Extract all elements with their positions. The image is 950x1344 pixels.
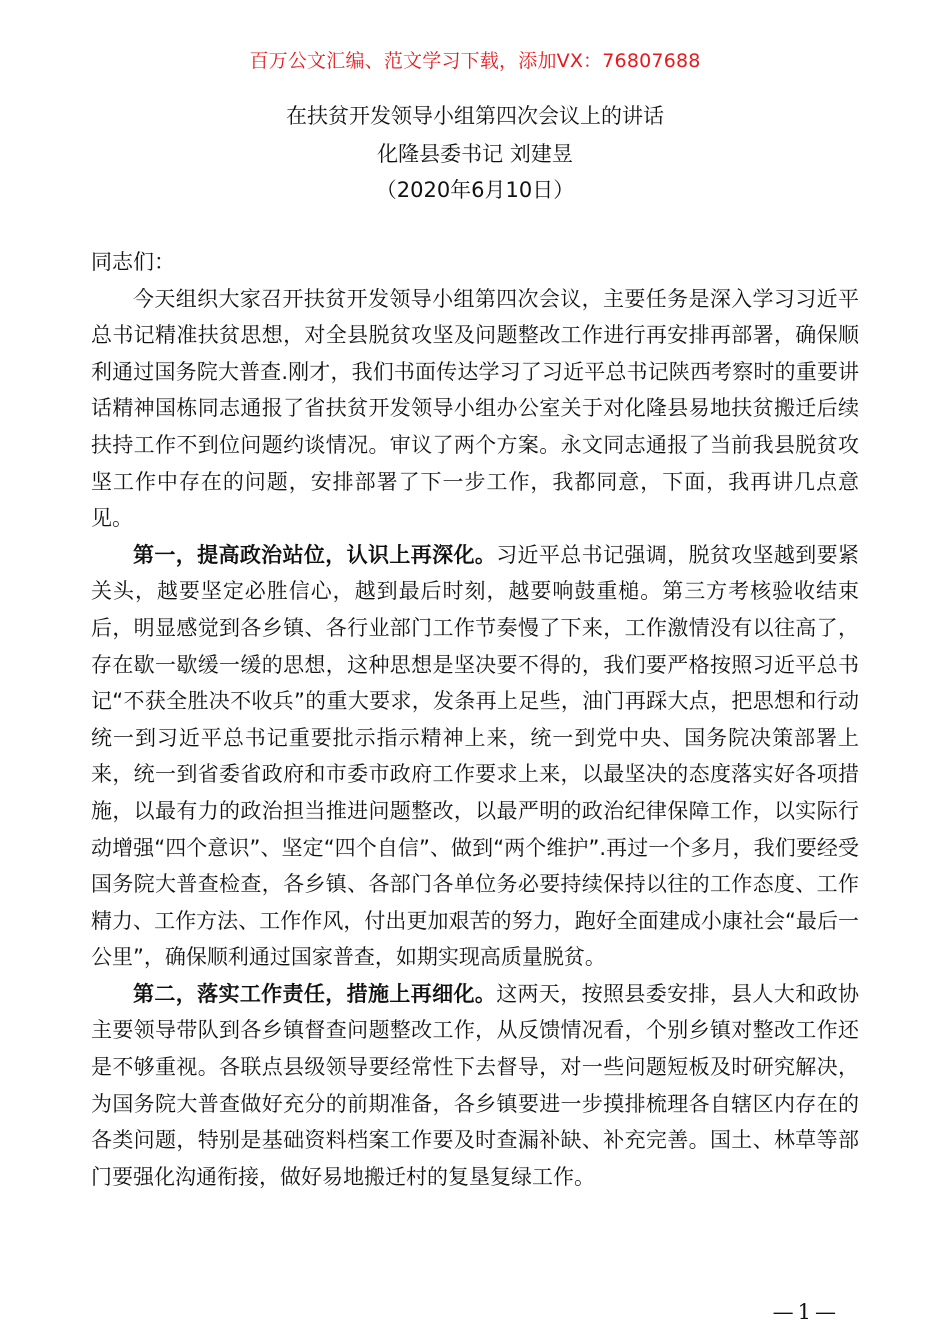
speech-author: 化隆县委书记 刘建昱 <box>377 142 573 166</box>
paragraph <box>91 281 859 537</box>
speech-date: （2020年6月10日） <box>375 178 575 202</box>
paragraph <box>91 976 859 1196</box>
speech-title: 在扶贫开发领导小组第四次会议上的讲话 <box>286 104 664 128</box>
paragraph-heading: 第二，落实工作责任，措施上再细化。 <box>133 981 497 1006</box>
paragraph-text: 这两天，按照县委安排，县人大和政协主要领导带队到各乡镇督查问题整改工作，从反馈情况看，个别乡镇对整改工作还是不够重视。各联点县级领导要经常性下去督导，对一些问题短板及时研究解决，为国务院大普查做好充分的前期准备，各乡镇要进一步摸排梳理各自辖区内存在的各类问题，特别是基础资料档案工作要及时查漏补缺、补充完善。国土、林草等部门要强化沟通衔接，做好易地搬迁村的复垦复绿工作。 <box>91 981 860 1189</box>
paragraph <box>91 537 859 976</box>
paragraph-heading: 第一，提高政治站位，认识上再深化。 <box>133 542 497 567</box>
salutation: 同志们： <box>91 250 175 274</box>
paragraph-text: 今天组织大家召开扶贫开发领导小组第四次会议，主要任务是深入学习习近平总书记精准扶贫思想，对全县脱贫攻坚及问题整改工作进行再安排再部署，确保顺利通过国务院大普查.刚才，我们书面传达学习了习近平总书记陕西考察时的重要讲话精神国栋同志通报了省扶贫开发领导小组办公室关于对化隆县易地扶贫搬迁后续扶持工作不到位问题约谈情况。审议了两个方案。永文同志通报了当前我县脱贫攻坚工作中存在的问题，安排部署了下一步工作，我都同意，下面，我再讲几点意见。 <box>91 286 859 531</box>
watermark-banner: 百万公文汇编、范文学习下载，添加VX：76807688 <box>249 50 701 72</box>
paragraph-text: 习近平总书记强调，脱贫攻坚越到要紧关头，越要坚定必胜信心，越到最后时刻，越要响鼓重槌。第三方考核验收结束后，明显感觉到各乡镇、各行业部门工作节奏慢了下来，工作激情没有以往高了，存在歇一歇缓一缓的思想，这种思想是坚决要不得的，我们要严格按照习近平总书记“不获全胜决不收兵”的重大要求，发条再上足些，油门再踩大点，把思想和行动统一到习近平总书记重要批示指示精神上来，统一到党中央、国务院决策部署上来，统一到省委省政府和市委市政府工作要求上来，以最坚决的态度落实好各项措施，以最有力的政治担当推进问题整改，以最严明的政治纪律保障工作，以实际行动增强“四个意识”、坚定“四个自信”、做到“两个维护”.再过一个多月，我们要经受国务院大普查检查，各乡镇、各部门各单位务必要持续保持以往的工作态度、工作精力、工作方法、工作作风，付出更加艰苦的努力，跑好全面建成小康社会“最后一公里”，确保顺利通过国家普查，如期实现高质量脱贫。 <box>91 542 860 970</box>
speech-body <box>91 244 859 1195</box>
page-number: —1— <box>772 1300 840 1324</box>
